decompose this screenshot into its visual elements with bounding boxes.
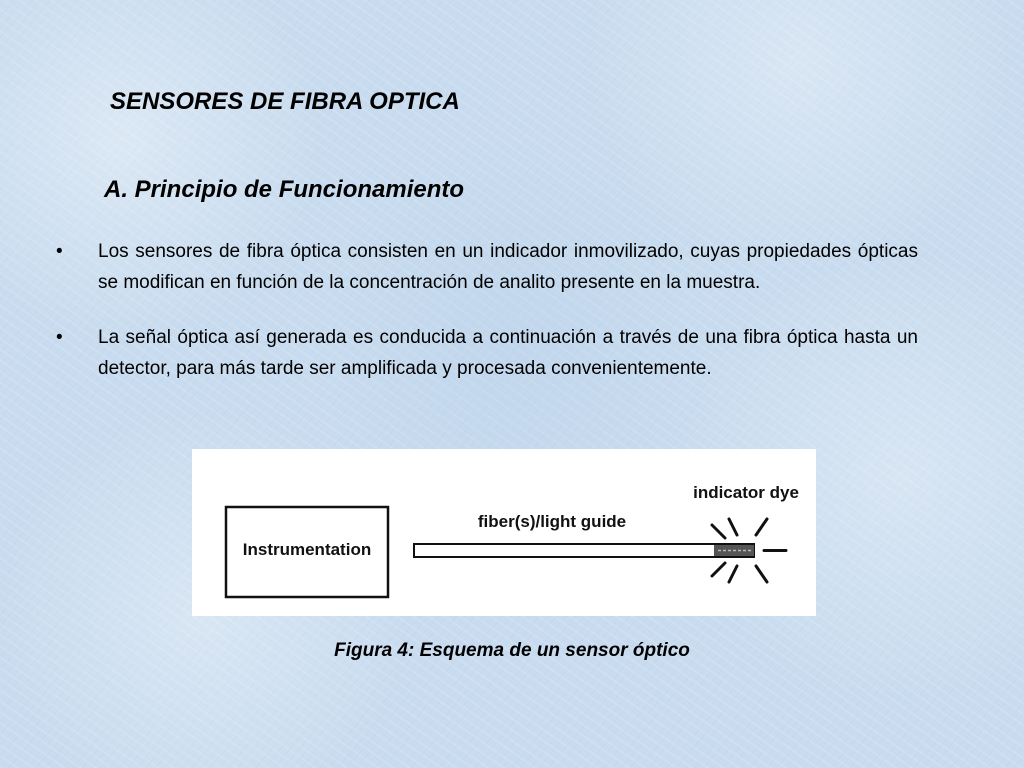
light-ray: [729, 519, 737, 535]
bullet-text: La señal óptica así generada es conducida a continuación a través de una fibra óptica hasta un detector, para más tarde ser amplificada y procesada convenientemente.: [98, 327, 918, 379]
figure-caption: Figura 4: Esquema de un sensor óptico: [334, 640, 690, 661]
light-ray: [729, 566, 737, 582]
light-ray: [756, 566, 767, 582]
light-ray: [712, 525, 725, 538]
light-ray: [756, 519, 767, 535]
slide-title: SENSORES DE FIBRA OPTICA: [110, 88, 460, 115]
bullet-icon: •: [56, 327, 63, 348]
sensor-diagram-svg: [192, 449, 816, 616]
sensor-diagram: [192, 449, 816, 616]
light-ray: [712, 563, 725, 576]
section-subtitle: A. Principio de Funcionamiento: [104, 176, 465, 203]
bullet-item: [56, 236, 918, 298]
bullet-icon: •: [56, 241, 63, 262]
fiber-light-guide: [414, 544, 754, 557]
bullet-text: Los sensores de fibra óptica consisten en un indicador inmovilizado, cuyas propiedades ópticas se modifican en función de la concentración de analito presente en la muestra.: [98, 241, 918, 293]
bullet-item: [56, 322, 918, 384]
fiber-label: fiber(s)/light guide: [477, 512, 627, 531]
instrumentation-label: Instrumentation: [242, 540, 372, 559]
indicator-dye-label: indicator dye: [693, 483, 799, 502]
bullet-list: [56, 236, 918, 408]
